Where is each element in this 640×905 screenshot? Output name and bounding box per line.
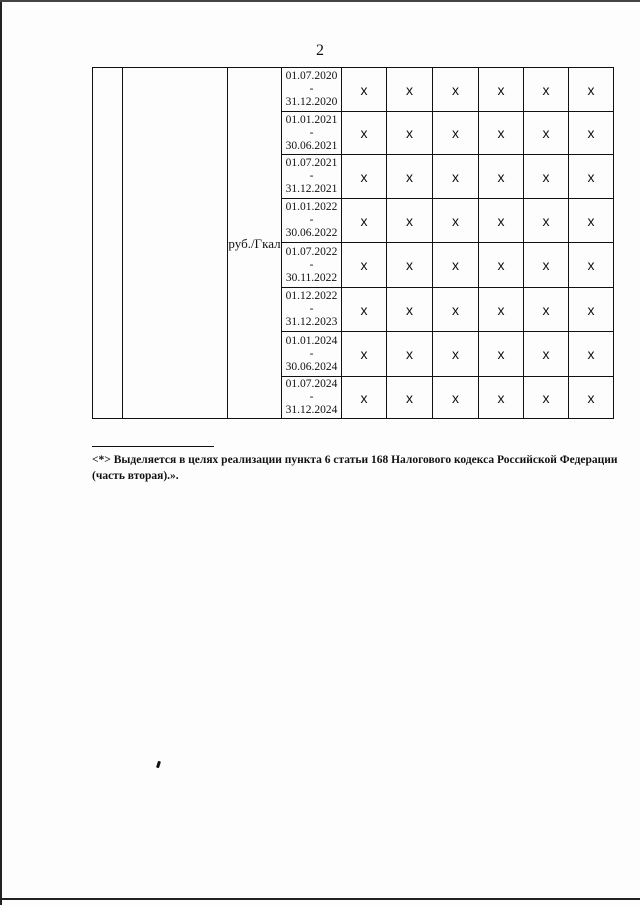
value-cell: x	[342, 155, 387, 199]
value-cell: x	[433, 288, 479, 332]
period-start: 01.07.2020	[285, 70, 338, 82]
value-cell: x	[433, 243, 479, 288]
value-cell: x	[387, 199, 433, 243]
value-cell: x	[524, 199, 569, 243]
value-cell: x	[479, 288, 524, 332]
stray-ink-mark	[156, 761, 161, 769]
period-end: 30.06.2022	[285, 227, 338, 239]
value-cell: x	[342, 112, 387, 155]
value-cell: x	[342, 288, 387, 332]
value-cell: x	[524, 332, 569, 377]
value-cell: x	[524, 155, 569, 199]
value-cell: x	[433, 112, 479, 155]
value-cell: x	[569, 68, 614, 112]
tariff-table	[92, 67, 614, 419]
value-cell: x	[569, 112, 614, 155]
value-cell: x	[569, 155, 614, 199]
period-cell	[282, 68, 342, 112]
period-end: 30.11.2022	[285, 271, 338, 284]
value-cell: x	[433, 332, 479, 377]
period-start: 01.07.2024	[285, 378, 338, 390]
period-sep: -	[309, 391, 314, 403]
value-cell: x	[569, 199, 614, 243]
value-cell: x	[387, 68, 433, 112]
value-cell: x	[569, 332, 614, 377]
value-cell: x	[524, 377, 569, 419]
period-sep: -	[309, 303, 314, 315]
period-start: 01.12.2022	[285, 290, 338, 302]
period-cell	[282, 112, 342, 155]
scan-bottom-edge	[0, 898, 640, 900]
period-start: 01.01.2021	[285, 113, 338, 126]
value-cell: x	[479, 68, 524, 112]
row-number-cell	[93, 68, 123, 419]
value-cell: x	[479, 199, 524, 243]
value-cell: x	[433, 199, 479, 243]
tariff-table-body	[93, 68, 614, 419]
value-cell: x	[387, 243, 433, 288]
value-cell: x	[569, 288, 614, 332]
period-end: 30.06.2021	[285, 139, 338, 152]
value-cell: x	[387, 112, 433, 155]
value-cell: x	[479, 243, 524, 288]
page-number: 2	[316, 42, 324, 59]
period-sep: -	[309, 258, 314, 271]
value-cell: x	[342, 68, 387, 112]
value-cell: x	[524, 288, 569, 332]
period-end: 31.12.2020	[285, 96, 338, 108]
value-cell: x	[479, 377, 524, 419]
value-cell: x	[433, 377, 479, 419]
footnote-separator	[92, 446, 214, 447]
period-cell	[282, 155, 342, 199]
value-cell: x	[342, 243, 387, 288]
period-cell	[282, 243, 342, 288]
footnote-text: <*> Выделяется в целях реализации пункта 6 статьи 168 Налогового кодекса Российской Федерации (часть вторая).».	[92, 454, 618, 482]
value-cell: x	[479, 332, 524, 377]
period-sep: -	[309, 170, 314, 182]
value-cell: x	[342, 332, 387, 377]
value-cell: x	[387, 288, 433, 332]
table-row	[93, 68, 614, 112]
value-cell: x	[433, 68, 479, 112]
value-cell: x	[387, 377, 433, 419]
value-cell: x	[479, 155, 524, 199]
period-sep: -	[309, 83, 314, 95]
period-cell	[282, 199, 342, 243]
value-cell: x	[524, 243, 569, 288]
period-cell	[282, 288, 342, 332]
period-sep: -	[309, 126, 314, 139]
value-cell: x	[479, 112, 524, 155]
period-start: 01.01.2024	[285, 334, 338, 347]
period-sep: -	[309, 214, 314, 226]
value-cell: x	[342, 377, 387, 419]
value-cell: x	[569, 243, 614, 288]
period-end: 31.12.2023	[285, 316, 338, 328]
value-cell: x	[569, 377, 614, 419]
scan-left-edge	[0, 0, 2, 905]
value-cell: x	[387, 332, 433, 377]
period-start: 01.01.2022	[285, 201, 338, 213]
value-cell: x	[342, 199, 387, 243]
period-sep: -	[309, 347, 314, 360]
period-end: 31.12.2021	[285, 183, 338, 195]
unit-cell: руб./Гкал	[228, 68, 282, 419]
value-cell: x	[524, 68, 569, 112]
period-start: 01.07.2022	[285, 245, 338, 258]
period-end: 30.06.2024	[285, 360, 338, 373]
period-cell	[282, 377, 342, 419]
period-start: 01.07.2021	[285, 157, 338, 169]
period-end: 31.12.2024	[285, 404, 338, 416]
value-cell: x	[524, 112, 569, 155]
value-cell: x	[387, 155, 433, 199]
scan-top-edge	[0, 0, 640, 2]
name-cell	[123, 68, 228, 419]
value-cell: x	[433, 155, 479, 199]
period-cell	[282, 332, 342, 377]
